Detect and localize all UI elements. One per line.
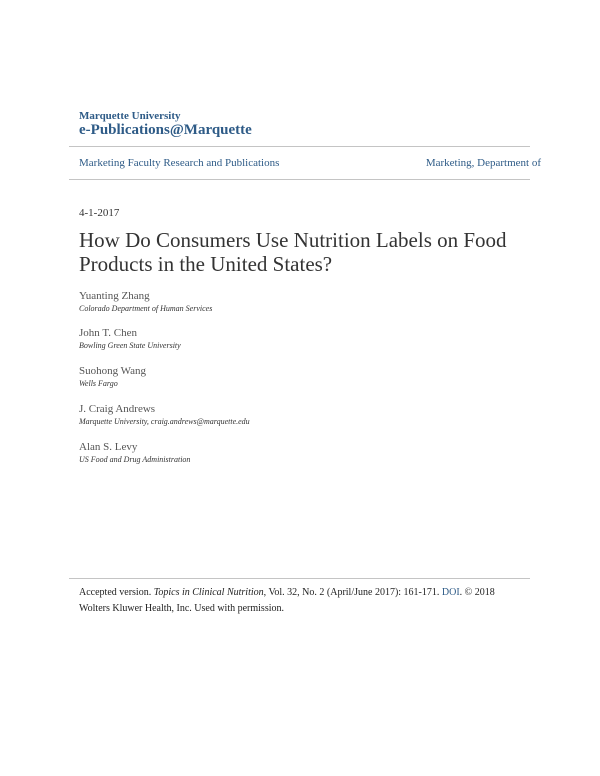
doi-link[interactable]: DOI — [441, 587, 460, 598]
header-divider — [69, 146, 530, 147]
citation — [79, 585, 519, 617]
repository-name[interactable]: e-Publications@Marquette — [79, 122, 252, 138]
author-name: John T. Chen — [79, 327, 137, 339]
author-name: Alan S. Levy — [79, 441, 138, 453]
footer-divider — [69, 578, 530, 579]
author-name: J. Craig Andrews — [79, 403, 156, 415]
article-title: How Do Consumers Use Nutrition Labels on Food Products in the United States? — [79, 228, 507, 276]
author-name: Suohong Wang — [79, 365, 147, 377]
citation-journal: Topics in Clinical Nutrition — [153, 587, 264, 598]
author-block — [79, 440, 190, 466]
author-block — [79, 402, 250, 428]
institution-name: Marquette University — [79, 110, 181, 122]
author-affiliation: Colorado Department of Human Services — [79, 304, 213, 313]
citation-details: , Vol. 32, No. 2 (April/June 2017): 161-171. — [263, 587, 442, 598]
citation-suffix: . © 2018 Wolters Kluwer Health, Inc. Used with permission. — [79, 587, 495, 614]
author-block — [79, 289, 212, 315]
author-block — [79, 326, 181, 352]
author-affiliation: Wells Fargo — [79, 379, 118, 388]
publication-date: 4-1-2017 — [79, 207, 120, 219]
department-link[interactable]: Marketing, Department of — [425, 157, 541, 169]
author-affiliation: US Food and Drug Administration — [79, 455, 191, 464]
collection-link[interactable]: Marketing Faculty Research and Publications — [79, 157, 280, 169]
author-affiliation: Marquette University, craig.andrews@marquette.edu — [79, 417, 250, 426]
author-block — [79, 364, 146, 390]
author-name: Yuanting Zhang — [79, 290, 150, 302]
citation-prefix: Accepted version. — [79, 587, 154, 598]
nav-divider — [69, 179, 530, 180]
author-affiliation: Bowling Green State University — [79, 341, 181, 350]
